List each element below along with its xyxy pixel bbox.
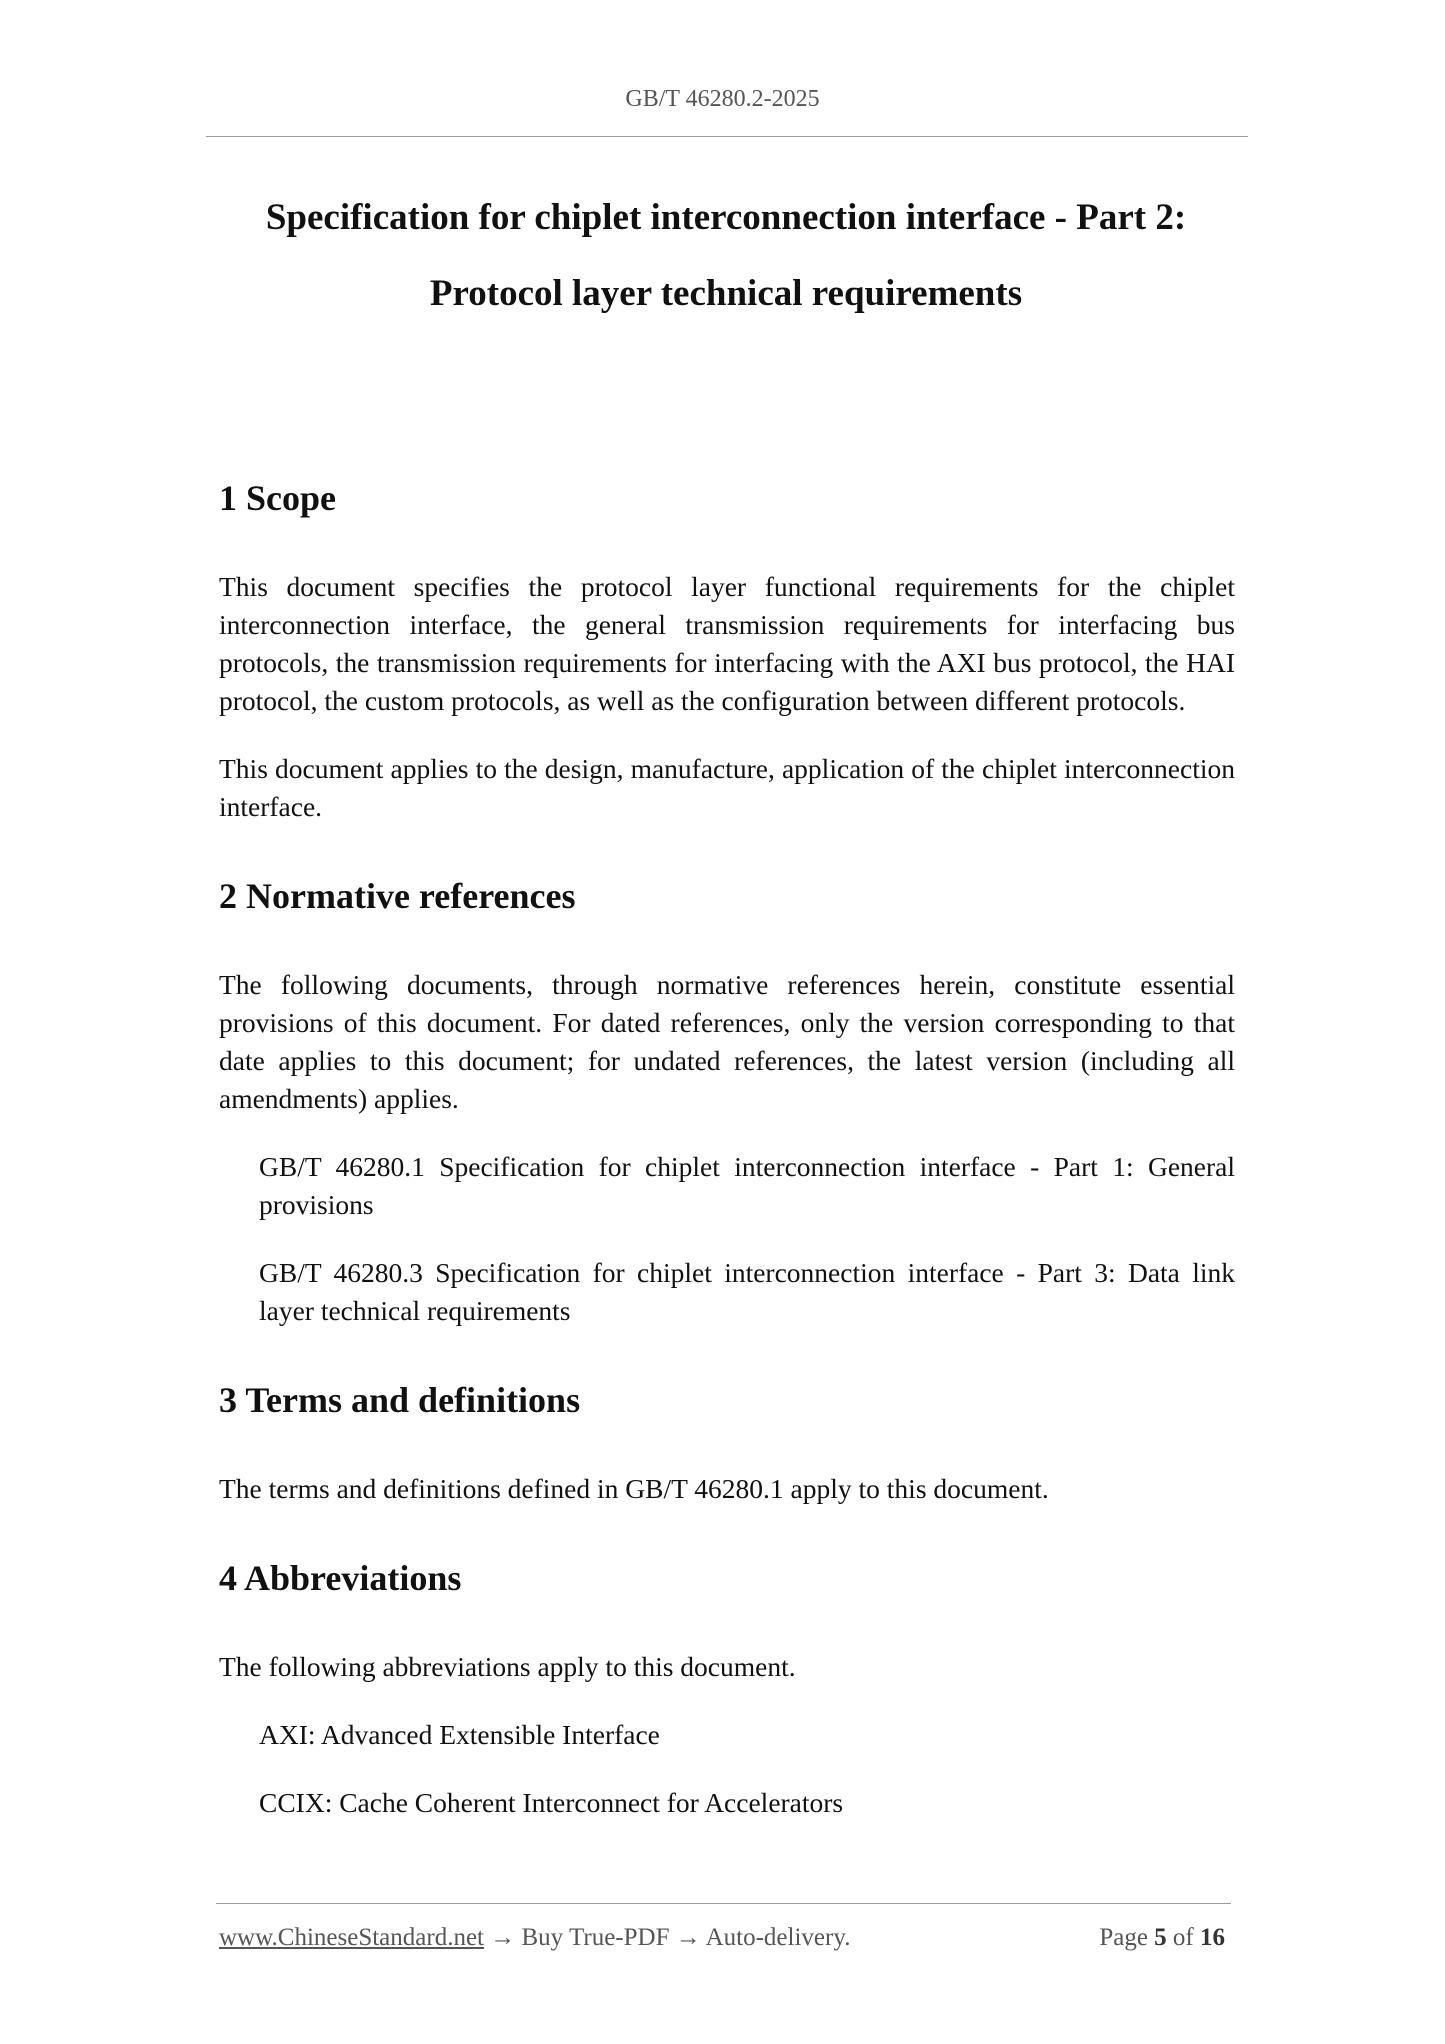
page-current: 5 bbox=[1154, 1924, 1167, 1951]
document-title-line-2: Protocol layer technical requirements bbox=[429, 273, 1023, 314]
page-total: 16 bbox=[1200, 1924, 1225, 1951]
footer-promo bbox=[219, 1924, 850, 1952]
section-scope bbox=[219, 456, 1235, 826]
scope-paragraph-1: This document specifies the protocol layer functional requirements for the chiplet interconnection interface, the general transmission requirements for interfacing bus protocols, the transmission requirements for interfacing with the AXI bus protocol, the HAI protocol, the custom protocols, as well as the configuration between different protocols. bbox=[219, 571, 1235, 716]
document-title-line-1: Specification for chiplet interconnection interface - Part 2: bbox=[265, 197, 1187, 238]
section-heading-scope: 1 Scope bbox=[219, 478, 336, 518]
page-number bbox=[1099, 1924, 1225, 1952]
abbreviation-item: CCIX: Cache Coherent Interconnect for Accelerators bbox=[259, 1787, 844, 1818]
scope-paragraph-2: This document applies to the design, manufacture, application of the chiplet interconnection interface. bbox=[219, 753, 1235, 822]
section-normative-references bbox=[219, 854, 1235, 1330]
page-header: GB/T 46280.2-2025 bbox=[625, 86, 820, 112]
footer-divider bbox=[216, 1903, 1231, 1904]
footer-promo-text: → Buy True-PDF → Auto-delivery. bbox=[484, 1924, 851, 1951]
page-label: Page bbox=[1099, 1924, 1148, 1951]
section-abbreviations bbox=[219, 1536, 1235, 1822]
reference-item: GB/T 46280.3 Specification for chiplet interconnection interface - Part 3: Data link layer technical requirements bbox=[259, 1257, 1235, 1326]
section-heading-terms: 3 Terms and definitions bbox=[219, 1380, 581, 1420]
page-of-label: of bbox=[1172, 1924, 1194, 1951]
section-terms-and-definitions bbox=[219, 1358, 1235, 1508]
terms-paragraph: The terms and definitions defined in GB/T 46280.1 apply to this document. bbox=[219, 1473, 1049, 1504]
abbreviation-item: AXI: Advanced Extensible Interface bbox=[259, 1719, 660, 1750]
header-divider bbox=[206, 136, 1248, 137]
site-link[interactable]: www.ChineseStandard.net bbox=[219, 1924, 484, 1951]
section-heading-abbreviations: 4 Abbreviations bbox=[219, 1558, 462, 1598]
reference-item: GB/T 46280.1 Specification for chiplet interconnection interface - Part 1: General provisions bbox=[259, 1151, 1235, 1220]
abbreviations-paragraph: The following abbreviations apply to this document. bbox=[219, 1651, 796, 1682]
document-body bbox=[219, 456, 1235, 1822]
section-heading-normative-references: 2 Normative references bbox=[219, 876, 576, 916]
normative-paragraph: The following documents, through normative references herein, constitute essential provisions of this document. For dated references, only the version corresponding to that date applies to this document; for undated references, the latest version (including all amendments) applies. bbox=[219, 969, 1235, 1114]
document-title bbox=[200, 180, 1252, 332]
